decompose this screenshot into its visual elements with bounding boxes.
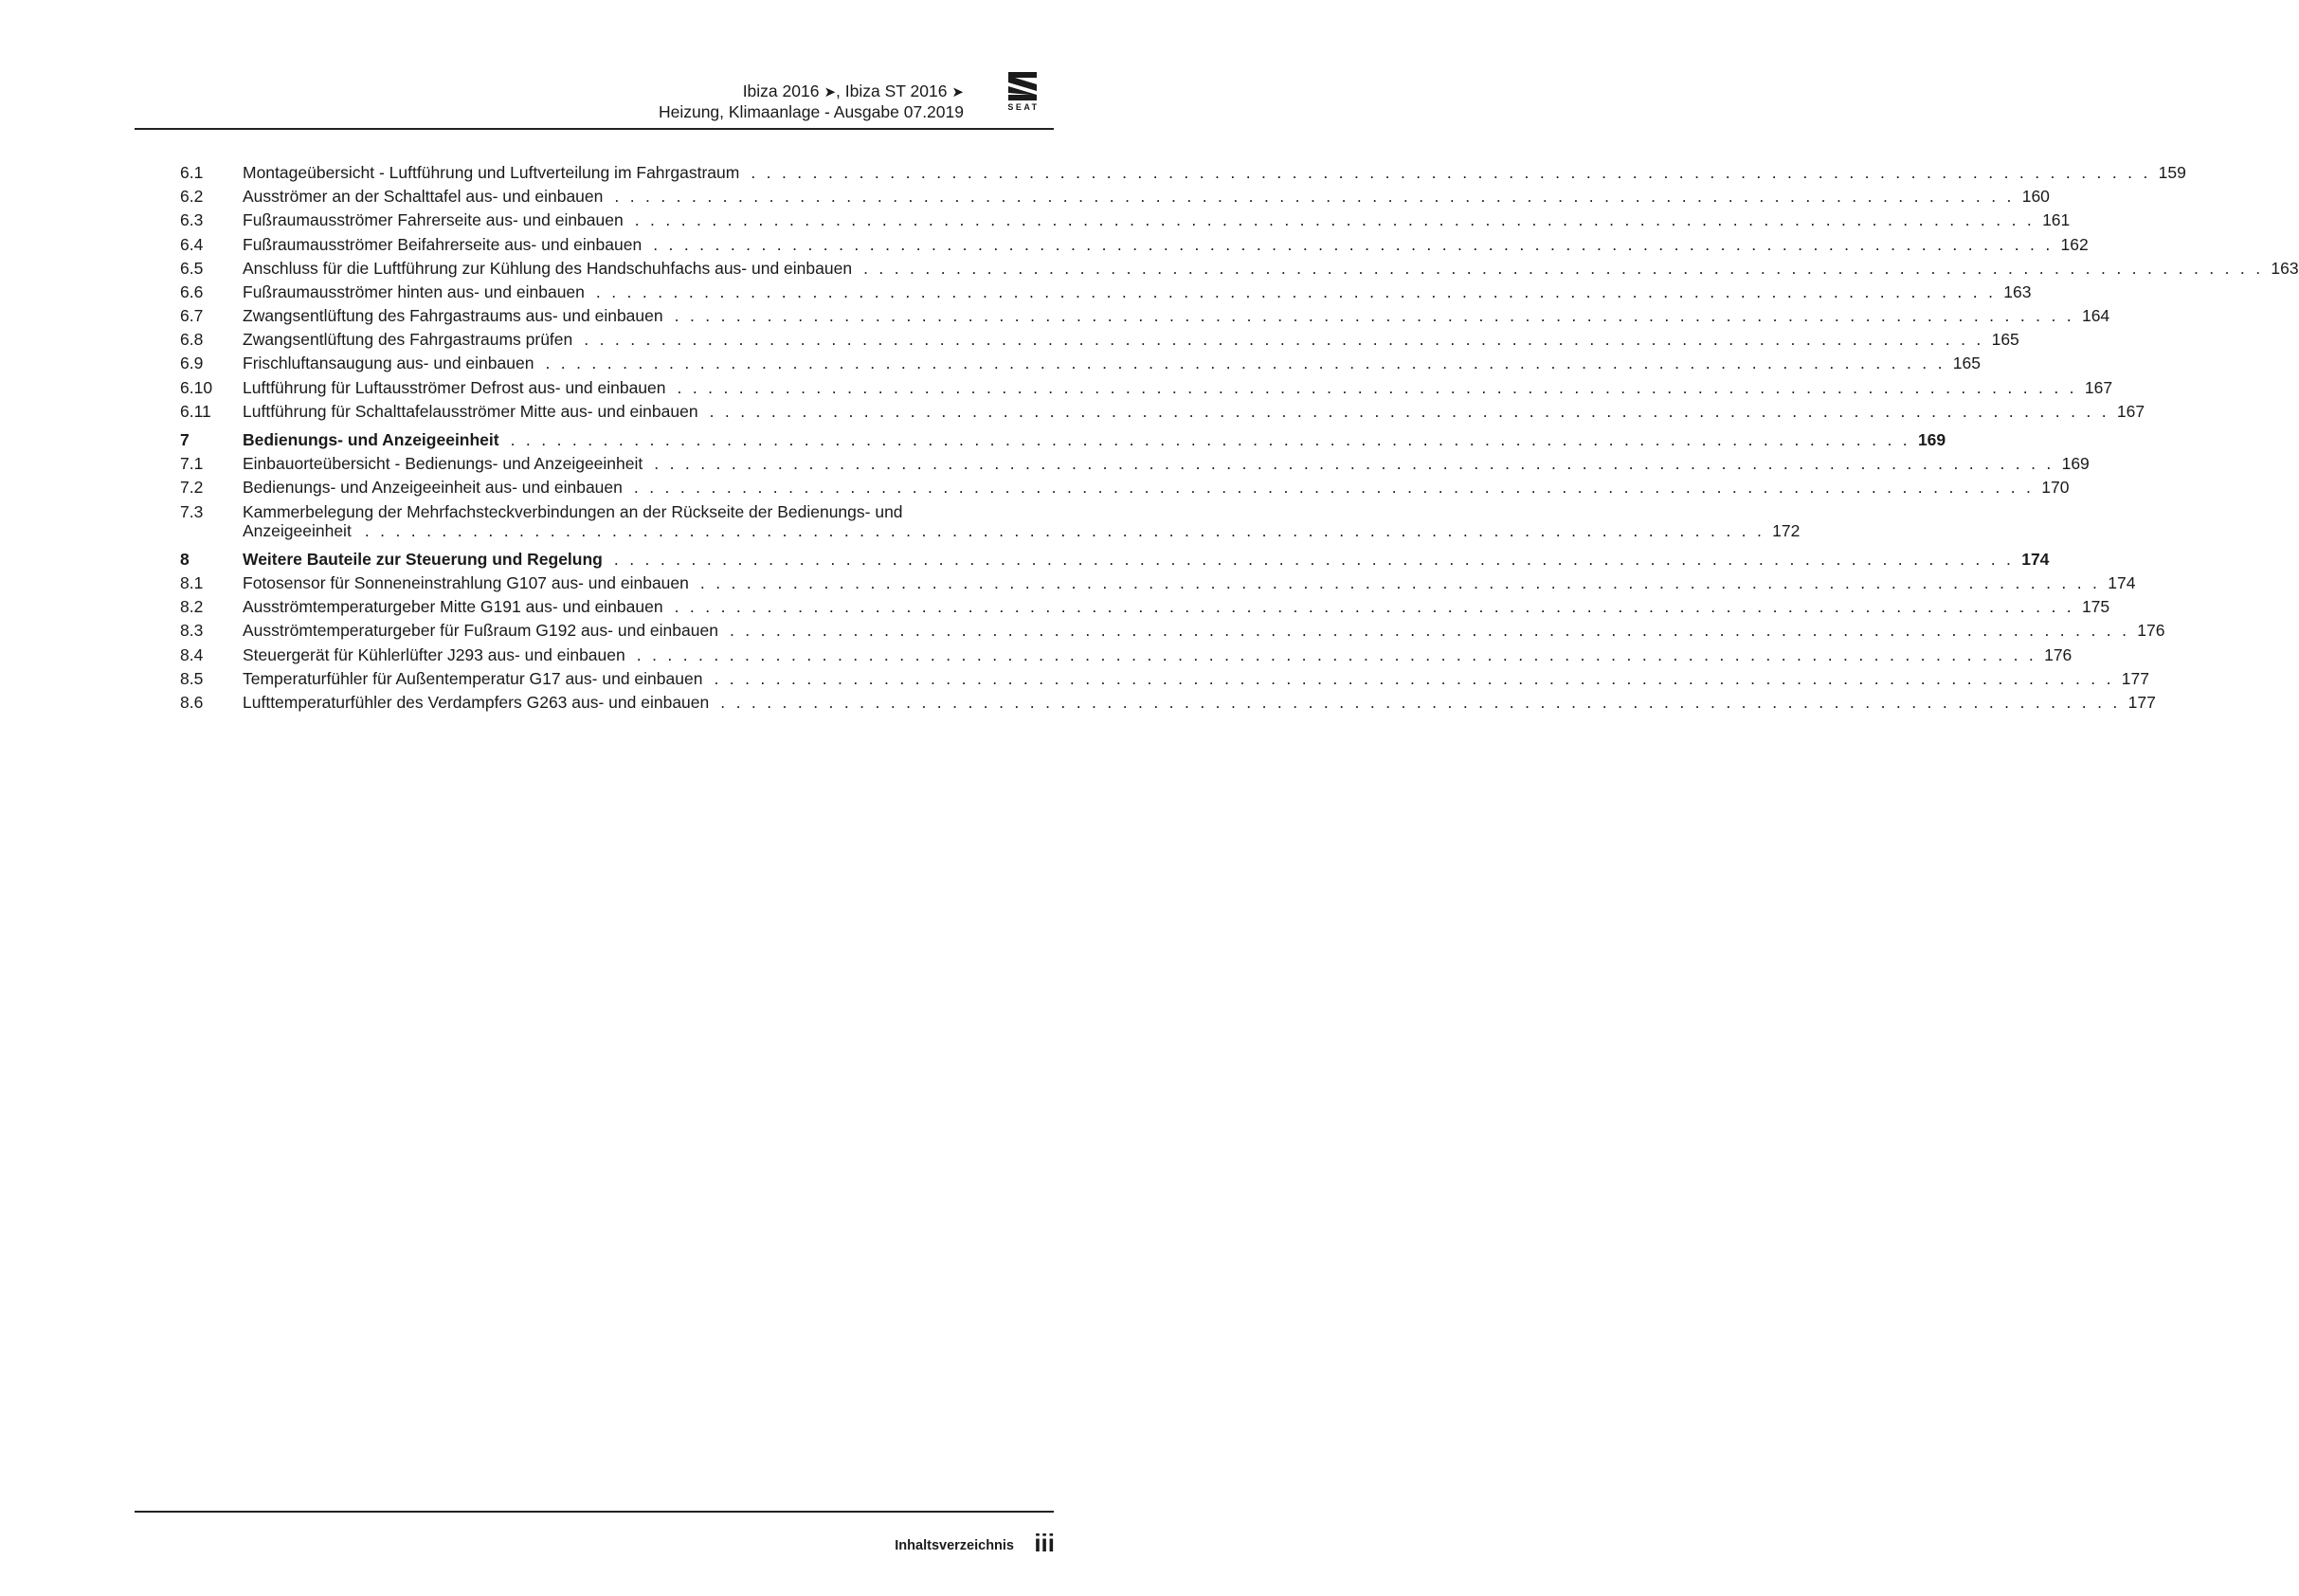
toc-leader: . . . . . . . . . . . . . . . . . . . . . . . . . . . . . . . . . . . . . . . . . . . . . . . . . . . . . . . . . . . . . . . . . . . . . . . . . . . . . . . . . . . . . . . . . . . xyxy=(699,573,2101,592)
toc-page: 177 xyxy=(2121,668,2149,688)
toc-number: 8.5 xyxy=(180,668,204,688)
toc-title: Ausströmtemperaturgeber für Fußraum G192 aus- und einbauen xyxy=(243,621,718,641)
toc-page: 164 xyxy=(2081,306,2110,326)
toc-title: Zwangsentlüftung des Fahrgastraums aus- und einbauen xyxy=(243,306,663,326)
toc-number: 6.1 xyxy=(180,162,204,182)
toc-number: 6.5 xyxy=(180,258,204,278)
toc-number: 7.1 xyxy=(180,454,204,474)
arrow-icon: ➤ xyxy=(951,84,964,100)
toc-number: 7 xyxy=(180,430,190,450)
toc-number: 7.3 xyxy=(180,501,204,521)
toc-leader: . . . . . . . . . . . . . . . . . . . . . . . . . . . . . . . . . . . . . . . . . . . . . . . . . . . . . . . . . . . . . . . . . . . . . . . . . . . . . . . . . . . . . . . . . . . xyxy=(654,454,2055,474)
toc-page: 170 xyxy=(2041,478,2070,498)
toc-page: 167 xyxy=(2084,377,2113,397)
toc-page: 165 xyxy=(1952,354,1981,373)
toc-number: 8.4 xyxy=(180,644,204,664)
toc-entry[interactable] xyxy=(180,161,2186,185)
toc-entry[interactable] xyxy=(180,452,2090,476)
toc-page: 163 xyxy=(2271,258,2299,278)
toc-entry[interactable] xyxy=(180,209,2071,232)
toc-leader: . . . . . . . . . . . . . . . . . . . . . . . . . . . . . . . . . . . . . . . . . . . . . . . . . . . . . . . . . . . . . . . . . . . . . . . . . . . . . . . . . . . . . . . . . . . xyxy=(720,692,2121,712)
toc-title: Fußraumausströmer Fahrerseite aus- und einbauen xyxy=(243,210,624,230)
toc-leader: . . . . . . . . . . . . . . . . . . . . . . . . . . . . . . . . . . . . . . . . . . . . . . . . . . . . . . . . . . . . . . . . . . . . . . . . . . . . . . . . . . . . . . . . . . . xyxy=(633,478,2035,498)
model-ibiza-st: , Ibiza ST 2016 xyxy=(836,82,948,100)
toc-page: 169 xyxy=(1917,430,1946,450)
toc-title: Fußraumausströmer Beifahrerseite aus- und einbauen xyxy=(243,234,643,254)
toc-title: Frischluftansaugung aus- und einbauen xyxy=(243,354,534,373)
toc-page: 162 xyxy=(2060,234,2089,254)
toc-entry[interactable] xyxy=(180,281,2032,304)
toc-number: 6.6 xyxy=(180,281,204,301)
toc-title: Weitere Bauteile zur Steuerung und Regelung xyxy=(243,549,603,569)
toc-leader: . . . . . . . . . . . . . . . . . . . . . . . . . . . . . . . . . . . . . . . . . . . . . . . . . . . . . . . . . . . . . . . . . . . . . . . . . . . . . . . . . . . . . . . . . . . xyxy=(364,520,1765,540)
toc-title: Ausströmtemperaturgeber Mitte G191 aus- und einbauen xyxy=(243,597,663,617)
toc-chapter-entry[interactable] xyxy=(180,548,2050,571)
toc-title: Bedienungs- und Anzeigeeinheit xyxy=(243,430,499,450)
toc-page: 176 xyxy=(2137,621,2165,641)
toc-leader: . . . . . . . . . . . . . . . . . . . . . . . . . . . . . . . . . . . . . . . . . . . . . . . . . . . . . . . . . . . . . . . . . . . . . . . . . . . . . . . . . . . . . . . . . . . xyxy=(674,597,2074,617)
toc-page: 169 xyxy=(2061,454,2090,474)
toc-title: Lufttemperaturfühler des Verdampfers G263 aus- und einbauen xyxy=(243,692,710,712)
toc-title: Anzeigeeinheit xyxy=(243,520,352,540)
toc-page: 172 xyxy=(1772,520,1801,540)
toc-leader: . . . . . . . . . . . . . . . . . . . . . . . . . . . . . . . . . . . . . . . . . . . . . . . . . . . . . . . . . . . . . . . . . . . . . . . . . . . . . . . . . . . . . . . . . . . xyxy=(595,281,1997,301)
toc-entry[interactable] xyxy=(180,667,2149,691)
toc-title: Kammerbelegung der Mehrfachsteckverbindungen an der Rückseite der Bedienungs- und xyxy=(243,501,903,521)
footer-page-number: iii xyxy=(1034,1529,1055,1557)
header-subtitle: Heizung, Klimaanlage - Ausgabe 07.2019 xyxy=(658,102,964,121)
toc-title: Zwangsentlüftung des Fahrgastraums prüfen xyxy=(243,330,573,350)
toc-number: 6.8 xyxy=(180,330,204,350)
toc-number: 6.7 xyxy=(180,306,204,326)
toc-entry[interactable] xyxy=(180,476,2070,499)
toc-page: 161 xyxy=(2042,210,2071,230)
toc-title: Fußraumausströmer hinten aus- und einbauen xyxy=(243,281,585,301)
toc-leader: . . . . . . . . . . . . . . . . . . . . . . . . . . . . . . . . . . . . . . . . . . . . . . . . . . . . . . . . . . . . . . . . . . . . . . . . . . . . . . . . . . . . . . . . . . . xyxy=(636,644,2037,664)
table-of-contents xyxy=(180,161,2299,715)
toc-entry[interactable] xyxy=(180,644,2073,667)
toc-leader: . . . . . . . . . . . . . . . . . . . . . . . . . . . . . . . . . . . . . . . . . . . . . . . . . . . . . . . . . . . . . . . . . . . . . . . . . . . . . . . . . . . . . . . . . . . xyxy=(614,187,2015,207)
toc-number: 6.10 xyxy=(180,377,213,397)
toc-title: Bedienungs- und Anzeigeeinheit aus- und einbauen xyxy=(243,478,623,498)
toc-leader: . . . . . . . . . . . . . . . . . . . . . . . . . . . . . . . . . . . . . . . . . . . . . . . . . . . . . . . . . . . . . . . . . . . . . . . . . . . . . . . . . . . . . . . . . . . xyxy=(674,306,2074,326)
toc-entry[interactable] xyxy=(180,619,2165,643)
toc-leader: . . . . . . . . . . . . . . . . . . . . . . . . . . . . . . . . . . . . . . . . . . . . . . . . . . . . . . . . . . . . . . . . . . . . . . . . . . . . . . . . . . . . . . . . . . . xyxy=(709,401,2109,421)
header-rule xyxy=(135,128,1054,130)
toc-leader: . . . . . . . . . . . . . . . . . . . . . . . . . . . . . . . . . . . . . . . . . . . . . . . . . . . . . . . . . . . . . . . . . . . . . . . . . . . . . . . . . . . . . . . . . . . xyxy=(863,258,2264,278)
toc-number: 6.3 xyxy=(180,210,204,230)
toc-entry[interactable] xyxy=(180,185,2050,209)
toc-number: 6.2 xyxy=(180,187,204,207)
toc-number: 6.4 xyxy=(180,234,204,254)
toc-page: 167 xyxy=(2116,401,2145,421)
toc-page: 177 xyxy=(2127,692,2156,712)
toc-number: 6.11 xyxy=(180,401,211,421)
toc-leader: . . . . . . . . . . . . . . . . . . . . . . . . . . . . . . . . . . . . . . . . . . . . . . . . . . . . . . . . . . . . . . . . . . . . . . . . . . . . . . . . . . . . . . . . . . . xyxy=(751,162,2151,182)
toc-title: Einbauorteübersicht - Bedienungs- und Anzeigeeinheit xyxy=(243,454,643,474)
toc-leader: . . . . . . . . . . . . . . . . . . . . . . . . . . . . . . . . . . . . . . . . . . . . . . . . . . . . . . . . . . . . . . . . . . . . . . . . . . . . . . . . . . . . . . . . . . . xyxy=(653,234,2054,254)
toc-page: 159 xyxy=(2158,162,2186,182)
toc-leader: . . . . . . . . . . . . . . . . . . . . . . . . . . . . . . . . . . . . . . . . . . . . . . . . . . . . . . . . . . . . . . . . . . . . . . . . . . . . . . . . . . . . . . . . . . . xyxy=(677,377,2077,397)
toc-page: 160 xyxy=(2021,187,2050,207)
toc-title: Steuergerät für Kühlerlüfter J293 aus- und einbauen xyxy=(243,644,625,664)
toc-title: Anschluss für die Luftführung zur Kühlung des Handschuhfachs aus- und einbauen xyxy=(243,258,853,278)
toc-leader: . . . . . . . . . . . . . . . . . . . . . . . . . . . . . . . . . . . . . . . . . . . . . . . . . . . . . . . . . . . . . . . . . . . . . . . . . . . . . . . . . . . . . . . . . . . xyxy=(545,354,1946,373)
toc-number: 8.6 xyxy=(180,692,204,712)
toc-leader: . . . . . . . . . . . . . . . . . . . . . . . . . . . . . . . . . . . . . . . . . . . . . . . . . . . . . . . . . . . . . . . . . . . . . . . . . . . . . . . . . . . . . . . . . . . xyxy=(510,430,1910,450)
seat-logo xyxy=(997,70,1050,112)
toc-title-continuation xyxy=(243,520,1801,543)
seat-logo-wordmark: SEAT xyxy=(1007,102,1040,112)
document-header xyxy=(659,82,964,122)
toc-title: Luftführung für Luftausströmer Defrost aus- und einbauen xyxy=(243,377,666,397)
arrow-icon: ➤ xyxy=(824,84,837,100)
model-ibiza: Ibiza 2016 xyxy=(742,82,820,100)
toc-leader: . . . . . . . . . . . . . . . . . . . . . . . . . . . . . . . . . . . . . . . . . . . . . . . . . . . . . . . . . . . . . . . . . . . . . . . . . . . . . . . . . . . . . . . . . . . xyxy=(714,668,2114,688)
toc-number: 8 xyxy=(180,549,190,569)
toc-entry[interactable] xyxy=(180,500,1801,543)
toc-page: 163 xyxy=(2003,281,2032,301)
header-model-line xyxy=(659,82,964,102)
toc-page: 175 xyxy=(2081,597,2110,617)
toc-entry[interactable] xyxy=(180,328,2019,352)
footer-section-label: Inhaltsverzeichnis xyxy=(895,1538,1014,1553)
toc-entry[interactable] xyxy=(180,257,2299,281)
toc-entry[interactable] xyxy=(180,353,1981,376)
toc-title: Luftführung für Schalttafelausströmer Mitte aus- und einbauen xyxy=(243,401,698,421)
toc-entry[interactable] xyxy=(180,595,2110,619)
toc-title: Ausströmer an der Schalttafel aus- und einbauen xyxy=(243,187,604,207)
toc-title: Temperaturfühler für Außentemperatur G17 aus- und einbauen xyxy=(243,668,703,688)
toc-chapter-entry[interactable] xyxy=(180,428,1946,452)
toc-entry[interactable] xyxy=(180,233,2089,257)
toc-leader: . . . . . . . . . . . . . . . . . . . . . . . . . . . . . . . . . . . . . . . . . . . . . . . . . . . . . . . . . . . . . . . . . . . . . . . . . . . . . . . . . . . . . . . . . . . xyxy=(584,330,1984,350)
toc-number: 6.9 xyxy=(180,354,204,373)
toc-page: 174 xyxy=(2108,573,2136,592)
toc-title: Fotosensor für Sonneneinstrahlung G107 aus- und einbauen xyxy=(243,573,689,592)
toc-number: 7.2 xyxy=(180,478,204,498)
toc-number: 8.3 xyxy=(180,621,204,641)
toc-leader: . . . . . . . . . . . . . . . . . . . . . . . . . . . . . . . . . . . . . . . . . . . . . . . . . . . . . . . . . . . . . . . . . . . . . . . . . . . . . . . . . . . . . . . . . . . xyxy=(613,549,2015,569)
toc-entry[interactable] xyxy=(180,571,2136,595)
toc-entry[interactable] xyxy=(180,376,2113,400)
toc-page: 174 xyxy=(2021,549,2050,569)
toc-page: 176 xyxy=(2044,644,2073,664)
toc-title: Montageübersicht - Luftführung und Luftverteilung im Fahrgastraum xyxy=(243,162,740,182)
toc-entry[interactable] xyxy=(180,691,2156,715)
toc-entry[interactable] xyxy=(180,304,2110,328)
toc-number: 8.1 xyxy=(180,573,204,592)
toc-page: 165 xyxy=(1991,330,2019,350)
footer-rule xyxy=(135,1511,1054,1513)
toc-entry[interactable] xyxy=(180,400,2145,424)
toc-leader: . . . . . . . . . . . . . . . . . . . . . . . . . . . . . . . . . . . . . . . . . . . . . . . . . . . . . . . . . . . . . . . . . . . . . . . . . . . . . . . . . . . . . . . . . . . xyxy=(634,210,2036,230)
toc-number: 8.2 xyxy=(180,597,204,617)
toc-title-block xyxy=(243,500,1800,543)
toc-leader: . . . . . . . . . . . . . . . . . . . . . . . . . . . . . . . . . . . . . . . . . . . . . . . . . . . . . . . . . . . . . . . . . . . . . . . . . . . . . . . . . . . . . . . . . . . xyxy=(729,621,2130,641)
